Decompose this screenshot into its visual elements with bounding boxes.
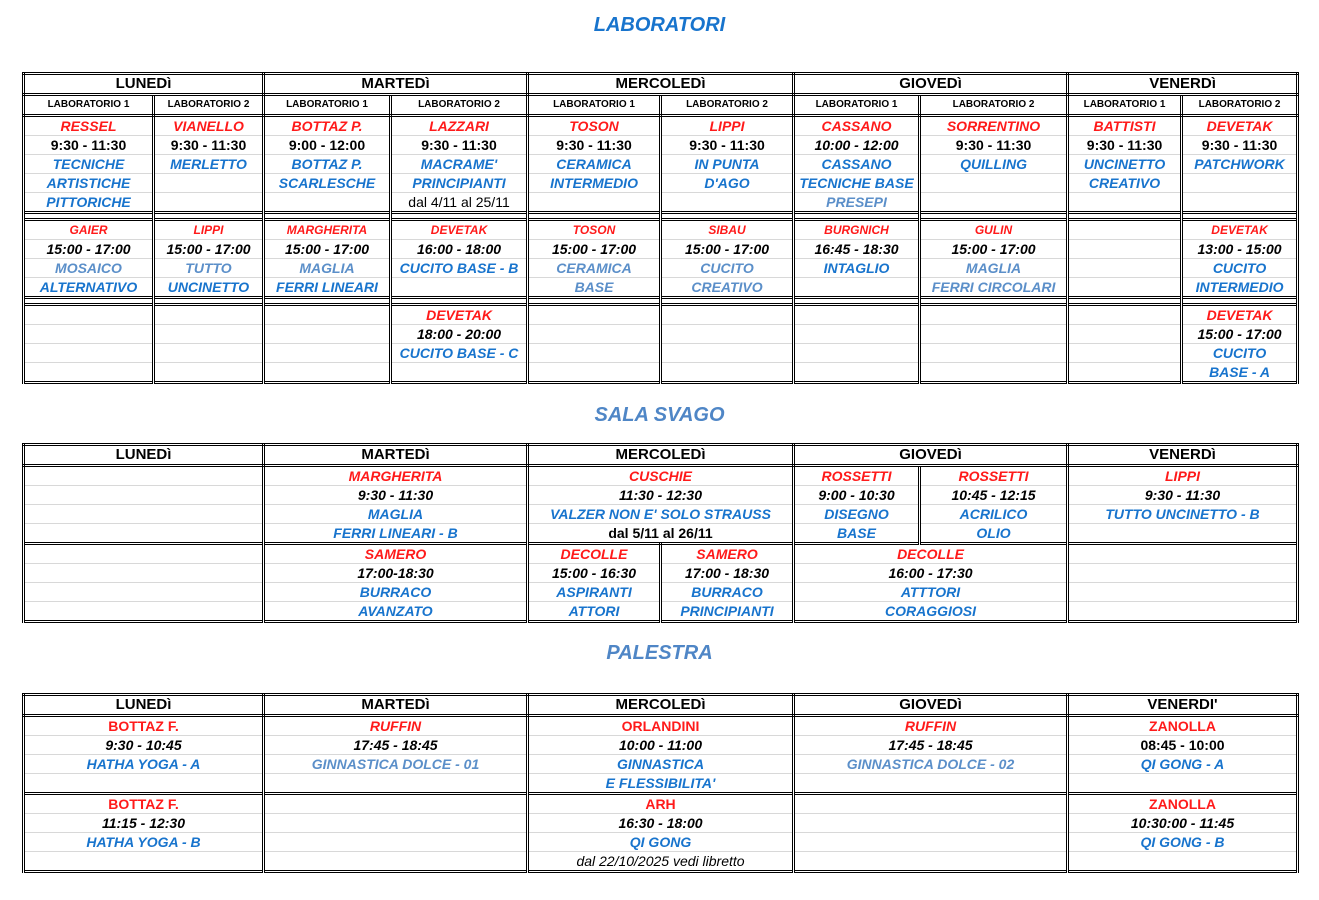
time-slot: 9:30 - 11:30 xyxy=(1068,486,1298,505)
course-name: ACRILICO xyxy=(920,505,1068,524)
lab2-label: LABORATORIO 2 xyxy=(1182,95,1298,116)
course-name: HATHA YOGA - B xyxy=(24,833,264,852)
course-name: MAGLIA xyxy=(264,505,528,524)
time-slot: 18:00 - 20:00 xyxy=(391,325,528,344)
day-header-giovedi: GIOVEDì xyxy=(794,74,1068,95)
time-slot: 10:00 - 11:00 xyxy=(528,736,794,755)
course-name xyxy=(794,833,1068,852)
teacher-name xyxy=(794,794,1068,814)
teacher-name: DECOLLE xyxy=(528,544,661,564)
time-slot: 08:45 - 10:00 xyxy=(1068,736,1298,755)
day-header-lunedi: LUNEDì xyxy=(24,695,264,716)
course-name: TECNICHE xyxy=(24,155,154,174)
teacher-name: RUFFIN xyxy=(794,716,1068,736)
time-slot: 9:30 - 11:30 xyxy=(264,486,528,505)
course-name xyxy=(920,174,1068,193)
laboratori-table xyxy=(22,72,1299,384)
time-slot: 13:00 - 15:00 xyxy=(1182,240,1298,259)
course-name: D'AGO xyxy=(661,174,794,193)
course-name: UNCINETTO xyxy=(154,278,264,298)
course-name: FERRI CIRCOLARI xyxy=(920,278,1068,298)
time-slot: 9:30 - 11:30 xyxy=(1182,136,1298,155)
day-header-mercoledi: MERCOLEDì xyxy=(528,445,794,466)
course-name xyxy=(1068,774,1298,794)
day-header-mercoledi: MERCOLEDì xyxy=(528,74,794,95)
course-name: BASE xyxy=(528,278,661,298)
time-slot: 16:45 - 18:30 xyxy=(794,240,920,259)
time-slot: 10:45 - 12:15 xyxy=(920,486,1068,505)
time-slot: 9:30 - 11:30 xyxy=(391,136,528,155)
sala-svago-table xyxy=(22,443,1299,623)
course-name xyxy=(661,193,794,213)
teacher-name: LIPPI xyxy=(661,116,794,136)
course-name: MACRAME' xyxy=(391,155,528,174)
lab2-label: LABORATORIO 2 xyxy=(920,95,1068,116)
time-slot: 17:45 - 18:45 xyxy=(794,736,1068,755)
course-name: GINNASTICA DOLCE - 02 xyxy=(794,755,1068,774)
time-slot: 9:30 - 11:30 xyxy=(661,136,794,155)
palestra-title: PALESTRA xyxy=(606,642,713,664)
teacher-name: ZANOLLA xyxy=(1068,716,1298,736)
time-slot xyxy=(264,814,528,833)
time-slot: 9:00 - 12:00 xyxy=(264,136,391,155)
teacher-name: ZANOLLA xyxy=(1068,794,1298,814)
time-slot: 16:00 - 17:30 xyxy=(794,564,1068,583)
course-name: INTAGLIO xyxy=(794,259,920,278)
time-slot: 15:00 - 17:00 xyxy=(264,240,391,259)
lab1-label: LABORATORIO 1 xyxy=(1068,95,1182,116)
day-header-lunedi: LUNEDì xyxy=(24,445,264,466)
lab1-label: LABORATORIO 1 xyxy=(528,95,661,116)
teacher-name: CASSANO xyxy=(794,116,920,136)
course-name: CORAGGIOSI xyxy=(794,602,1068,622)
course-name xyxy=(391,363,528,383)
course-name: CERAMICA xyxy=(528,259,661,278)
course-name: HATHA YOGA - A xyxy=(24,755,264,774)
course-name: QUILLING xyxy=(920,155,1068,174)
course-name: INTERMEDIO xyxy=(1182,278,1298,298)
time-slot: 9:30 - 11:30 xyxy=(154,136,264,155)
time-slot: 15:00 - 17:00 xyxy=(661,240,794,259)
day-header-martedi: MARTEDì xyxy=(264,74,528,95)
time-slot xyxy=(1068,240,1182,259)
teacher-name: DEVETAK xyxy=(391,220,528,240)
teacher-name: CUSCHIE xyxy=(528,466,794,486)
lab2-label: LABORATORIO 2 xyxy=(391,95,528,116)
course-name xyxy=(264,852,528,872)
course-name: SCARLESCHE xyxy=(264,174,391,193)
course-name: ALTERNATIVO xyxy=(24,278,154,298)
lab2-label: LABORATORIO 2 xyxy=(661,95,794,116)
time-slot: 9:30 - 11:30 xyxy=(1068,136,1182,155)
course-name xyxy=(391,278,528,298)
course-name xyxy=(1182,193,1298,213)
day-header-venerdi: VENERDì xyxy=(1068,445,1298,466)
teacher-name: BOTTAZ F. xyxy=(24,794,264,814)
time-slot: 15:00 - 16:30 xyxy=(528,564,661,583)
course-name: FERRI LINEARI - B xyxy=(264,524,528,544)
course-name: OLIO xyxy=(920,524,1068,544)
day-header-mercoledi: MERCOLEDì xyxy=(528,695,794,716)
course-name: PRINCIPIANTI xyxy=(391,174,528,193)
course-name: CUCITO xyxy=(1182,344,1298,363)
course-name: AVANZATO xyxy=(264,602,528,622)
day-header-lunedi: LUNEDì xyxy=(24,74,264,95)
time-slot: 17:45 - 18:45 xyxy=(264,736,528,755)
time-slot: 11:30 - 12:30 xyxy=(528,486,794,505)
course-name xyxy=(1068,278,1182,298)
lab1-label: LABORATORIO 1 xyxy=(794,95,920,116)
course-name: CUCITO xyxy=(1182,259,1298,278)
time-slot: 10:30:00 - 11:45 xyxy=(1068,814,1298,833)
teacher-name: DEVETAK xyxy=(1182,305,1298,325)
course-name: IN PUNTA xyxy=(661,155,794,174)
course-name xyxy=(24,852,264,872)
teacher-name: DEVETAK xyxy=(1182,220,1298,240)
course-name xyxy=(154,193,264,213)
course-name: BASE - A xyxy=(1182,363,1298,383)
teacher-name: TOSON xyxy=(528,116,661,136)
course-name: GINNASTICA DOLCE - 01 xyxy=(264,755,528,774)
teacher-name: LAZZARI xyxy=(391,116,528,136)
teacher-name: RESSEL xyxy=(24,116,154,136)
lab1-label: LABORATORIO 1 xyxy=(264,95,391,116)
teacher-name: MARGHERITA xyxy=(264,466,528,486)
time-slot xyxy=(794,814,1068,833)
course-name: ATTTORI xyxy=(794,583,1068,602)
laboratori-title: LABORATORI xyxy=(593,14,726,36)
time-slot: 9:30 - 11:30 xyxy=(24,136,154,155)
teacher-name: VIANELLO xyxy=(154,116,264,136)
time-slot: 17:00 - 18:30 xyxy=(661,564,794,583)
teacher-name: DEVETAK xyxy=(391,305,528,325)
course-name: TECNICHE BASE xyxy=(794,174,920,193)
course-name: UNCINETTO xyxy=(1068,155,1182,174)
teacher-name: RUFFIN xyxy=(264,716,528,736)
course-name xyxy=(1182,174,1298,193)
course-name: FERRI LINEARI xyxy=(264,278,391,298)
lab1-label: LABORATORIO 1 xyxy=(24,95,154,116)
course-name xyxy=(794,852,1068,872)
course-name xyxy=(264,774,528,794)
day-header-venerdi: VENERDì xyxy=(1068,74,1298,95)
course-name xyxy=(1068,193,1182,213)
course-name: DISEGNO xyxy=(794,505,920,524)
course-name: CUCITO BASE - C xyxy=(391,344,528,363)
course-name: BURRACO xyxy=(661,583,794,602)
course-name xyxy=(794,774,1068,794)
day-header-giovedi: GIOVEDì xyxy=(794,445,1068,466)
time-slot: 9:30 - 10:45 xyxy=(24,736,264,755)
course-name: GINNASTICA xyxy=(528,755,794,774)
time-slot: 16:00 - 18:00 xyxy=(391,240,528,259)
course-name: QI GONG xyxy=(528,833,794,852)
course-name: CREATIVO xyxy=(1068,174,1182,193)
course-name xyxy=(1068,259,1182,278)
course-name: QI GONG - A xyxy=(1068,755,1298,774)
course-name: MAGLIA xyxy=(920,259,1068,278)
course-name: PITTORICHE xyxy=(24,193,154,213)
day-header-giovedi: GIOVEDì xyxy=(794,695,1068,716)
time-slot: 15:00 - 17:00 xyxy=(154,240,264,259)
palestra-table xyxy=(22,693,1299,873)
course-name: ARTISTICHE xyxy=(24,174,154,193)
day-header-martedi: MARTEDì xyxy=(264,445,528,466)
teacher-name: ORLANDINI xyxy=(528,716,794,736)
course-name xyxy=(264,833,528,852)
time-slot: 9:00 - 10:30 xyxy=(794,486,920,505)
course-name: TUTTO xyxy=(154,259,264,278)
teacher-name xyxy=(264,794,528,814)
teacher-name: ROSSETTI xyxy=(920,466,1068,486)
time-slot: 10:00 - 12:00 xyxy=(794,136,920,155)
teacher-name: MARGHERITA xyxy=(264,220,391,240)
course-name: CUCITO BASE - B xyxy=(391,259,528,278)
course-name: PRESEPI xyxy=(794,193,920,213)
time-slot: 9:30 - 11:30 xyxy=(528,136,661,155)
teacher-name: ARH xyxy=(528,794,794,814)
teacher-name: SORRENTINO xyxy=(920,116,1068,136)
course-name: CREATIVO xyxy=(661,278,794,298)
teacher-name: BOTTAZ P. xyxy=(264,116,391,136)
course-name xyxy=(1068,852,1298,872)
course-name: CASSANO xyxy=(794,155,920,174)
course-name: MOSAICO xyxy=(24,259,154,278)
time-slot: 15:00 - 17:00 xyxy=(920,240,1068,259)
teacher-name: BOTTAZ F. xyxy=(24,716,264,736)
date-note: dal 4/11 al 25/11 xyxy=(391,193,528,213)
sala-svago-title: SALA SVAGO xyxy=(594,404,725,426)
teacher-name: LIPPI xyxy=(154,220,264,240)
course-name: BURRACO xyxy=(264,583,528,602)
course-name xyxy=(794,278,920,298)
teacher-name: BATTISTI xyxy=(1068,116,1182,136)
teacher-name: SAMERO xyxy=(661,544,794,564)
course-name xyxy=(920,193,1068,213)
course-name: MERLETTO xyxy=(154,155,264,174)
time-slot: 17:00-18:30 xyxy=(264,564,528,583)
course-name: BOTTAZ P. xyxy=(264,155,391,174)
course-name xyxy=(24,774,264,794)
teacher-name: LIPPI xyxy=(1068,466,1298,486)
course-name: ATTORI xyxy=(528,602,661,622)
course-name: E FLESSIBILITA' xyxy=(528,774,794,794)
course-name: CUCITO xyxy=(661,259,794,278)
time-slot: 16:30 - 18:00 xyxy=(528,814,794,833)
day-header-martedi: MARTEDì xyxy=(264,695,528,716)
course-name: VALZER NON E' SOLO STRAUSS xyxy=(528,505,794,524)
course-name: CERAMICA xyxy=(528,155,661,174)
date-note: dal 22/10/2025 vedi libretto xyxy=(528,852,794,872)
teacher-name: GAIER xyxy=(24,220,154,240)
course-name: TUTTO UNCINETTO - B xyxy=(1068,505,1298,524)
teacher-name: BURGNICH xyxy=(794,220,920,240)
course-name: INTERMEDIO xyxy=(528,174,661,193)
day-header-venerdi: VENERDI' xyxy=(1068,695,1298,716)
time-slot: 9:30 - 11:30 xyxy=(920,136,1068,155)
teacher-name: GULIN xyxy=(920,220,1068,240)
teacher-name: DECOLLE xyxy=(794,544,1068,564)
teacher-name xyxy=(1068,220,1182,240)
course-name xyxy=(528,193,661,213)
time-slot: 15:00 - 17:00 xyxy=(528,240,661,259)
course-name: ASPIRANTI xyxy=(528,583,661,602)
course-name xyxy=(264,193,391,213)
teacher-name: ROSSETTI xyxy=(794,466,920,486)
course-name xyxy=(154,174,264,193)
course-name: MAGLIA xyxy=(264,259,391,278)
teacher-name: SAMERO xyxy=(264,544,528,564)
time-slot: 15:00 - 17:00 xyxy=(24,240,154,259)
teacher-name: DEVETAK xyxy=(1182,116,1298,136)
time-slot: 15:00 - 17:00 xyxy=(1182,325,1298,344)
course-name: PRINCIPIANTI xyxy=(661,602,794,622)
course-name: PATCHWORK xyxy=(1182,155,1298,174)
date-note: dal 5/11 al 26/11 xyxy=(528,524,794,544)
lab2-label: LABORATORIO 2 xyxy=(154,95,264,116)
teacher-name: TOSON xyxy=(528,220,661,240)
course-name: BASE xyxy=(794,524,920,544)
time-slot: 11:15 - 12:30 xyxy=(24,814,264,833)
teacher-name: SIBAU xyxy=(661,220,794,240)
course-name: QI GONG - B xyxy=(1068,833,1298,852)
